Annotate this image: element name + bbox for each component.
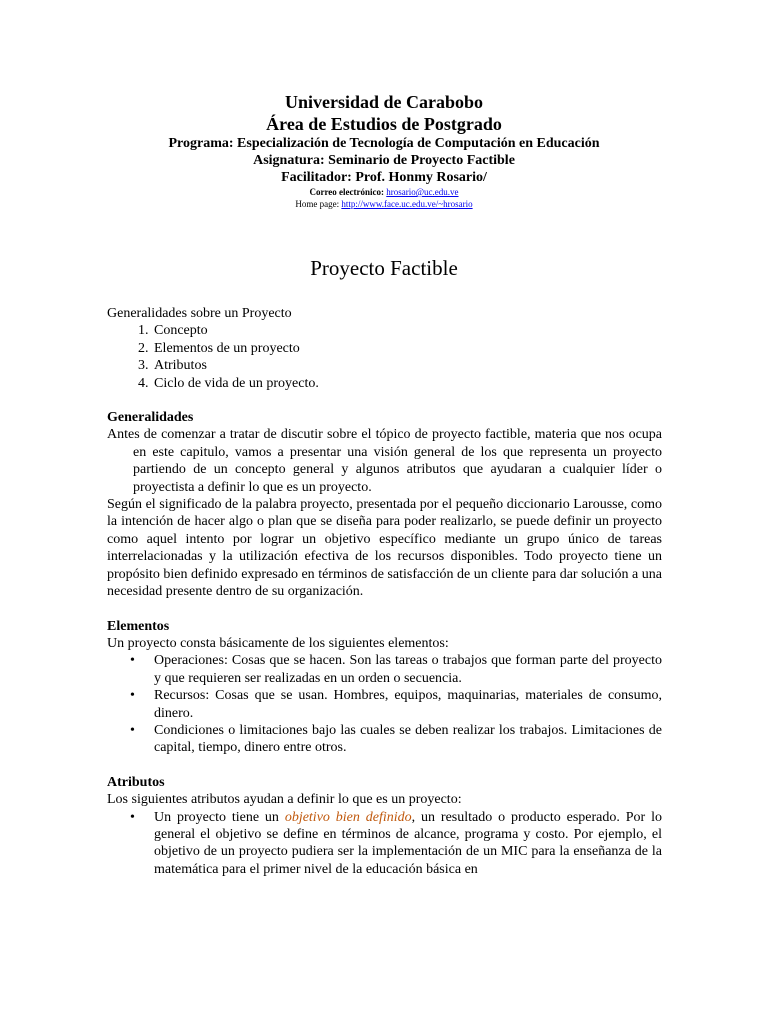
homepage-line — [0, 198, 768, 210]
list-item — [130, 652, 662, 687]
email-line — [0, 186, 768, 198]
university-name: Universidad de Carabobo — [284, 92, 484, 112]
program-line: Programa: Especialización de Tecnología de Computación en Educación — [168, 136, 600, 151]
subject-line: Asignatura: Seminario de Proyecto Factible — [253, 153, 515, 168]
list-item-text: Recursos: Cosas que se usan. Hombres, equipos, maquinarias, materiales de consumo, dinero. — [154, 688, 662, 721]
elementos-intro: Un proyecto consta básicamente de los siguientes elementos: — [107, 635, 449, 651]
bullet-icon: • — [130, 688, 135, 704]
list-item-text: Operaciones: Cosas que se hacen. Son las tareas o trabajos que forman parte del proyecto y que requieren ser realizadas en un orden o secuencia. — [154, 653, 662, 686]
document-title: Proyecto Factible — [310, 256, 458, 280]
list-item — [130, 687, 662, 722]
toc-item: 1. Concepto — [152, 322, 662, 339]
bullet-icon: • — [130, 722, 135, 738]
toc-item: 4. Ciclo de vida de un proyecto. — [152, 375, 662, 392]
toc-list — [107, 322, 662, 392]
list-item — [130, 722, 662, 757]
document-header — [0, 92, 768, 210]
atributos-list — [107, 809, 662, 879]
email-label: Correo electrónico: — [309, 187, 387, 197]
generalidades-paragraph-1: Antes de comenzar a tratar de discutir sobre el tópico de proyecto factible, materia que nos ocupa en este capitulo, vamos a presentar una visión general de los que representa un proyecto partiendo de un concepto general y algunos atributos que ayudaran a cualquier líder o proyectista a definir lo que es un proyecto. — [107, 427, 662, 495]
bullet-icon: • — [130, 809, 135, 825]
emphasized-term: objetivo bien definido — [284, 809, 412, 825]
email-link[interactable]: hrosario@uc.edu.ve — [386, 187, 459, 197]
toc-item: 3. Atributos — [152, 357, 662, 374]
list-item-text-pre: Un proyecto tiene un — [154, 809, 285, 825]
homepage-label: Home page: — [295, 199, 342, 209]
elementos-heading: Elementos — [107, 618, 170, 634]
facilitator-line: Facilitador: Prof. Honmy Rosario/ — [281, 170, 487, 185]
list-item-text-post: , un resultado o producto esperado. Por lo general el objetivo se define en términos de alcance, programa y costo. Por ejemplo, el objetivo de un proyecto pudiera ser la implementación de un MIC para la enseñanza de la matemática para el primer nivel de la educación básica en — [154, 809, 662, 877]
list-item — [130, 809, 662, 879]
document-body — [107, 305, 662, 878]
homepage-link[interactable]: http://www.face.uc.edu.ve/~hrosario — [341, 199, 473, 209]
atributos-intro: Los siguientes atributos ayudan a definir lo que es un proyecto: — [107, 792, 462, 808]
elementos-list — [107, 652, 662, 756]
bullet-icon: • — [130, 653, 135, 669]
generalidades-heading: Generalidades — [107, 410, 194, 426]
postgraduate-area: Área de Estudios de Postgrado — [266, 114, 502, 134]
atributos-heading: Atributos — [107, 774, 165, 790]
list-item-text: Condiciones o limitaciones bajo las cuales se deben realizar los trabajos. Limitaciones de capital, tiempo, dinero entre otros. — [154, 722, 662, 756]
toc-heading: Generalidades sobre un Proyecto — [107, 306, 292, 321]
toc-item: 2. Elementos de un proyecto — [152, 340, 662, 357]
generalidades-paragraph-2: Según el significado de la palabra proyecto, presentada por el pequeño diccionario Larousse, como la intención de hacer algo o plan que se diseña para poder realizarlo, se puede definir un proyecto como aquel intento por lograr un objetivo específico mediante un grupo único de tareas interrelacionadas y la utilización efectiva de los recursos disponibles. Todo proyecto tiene un propósito bien definido expresado en términos de satisfacción de un cliente para dar solución a una necesidad presente dentro de su organización. — [107, 497, 662, 600]
